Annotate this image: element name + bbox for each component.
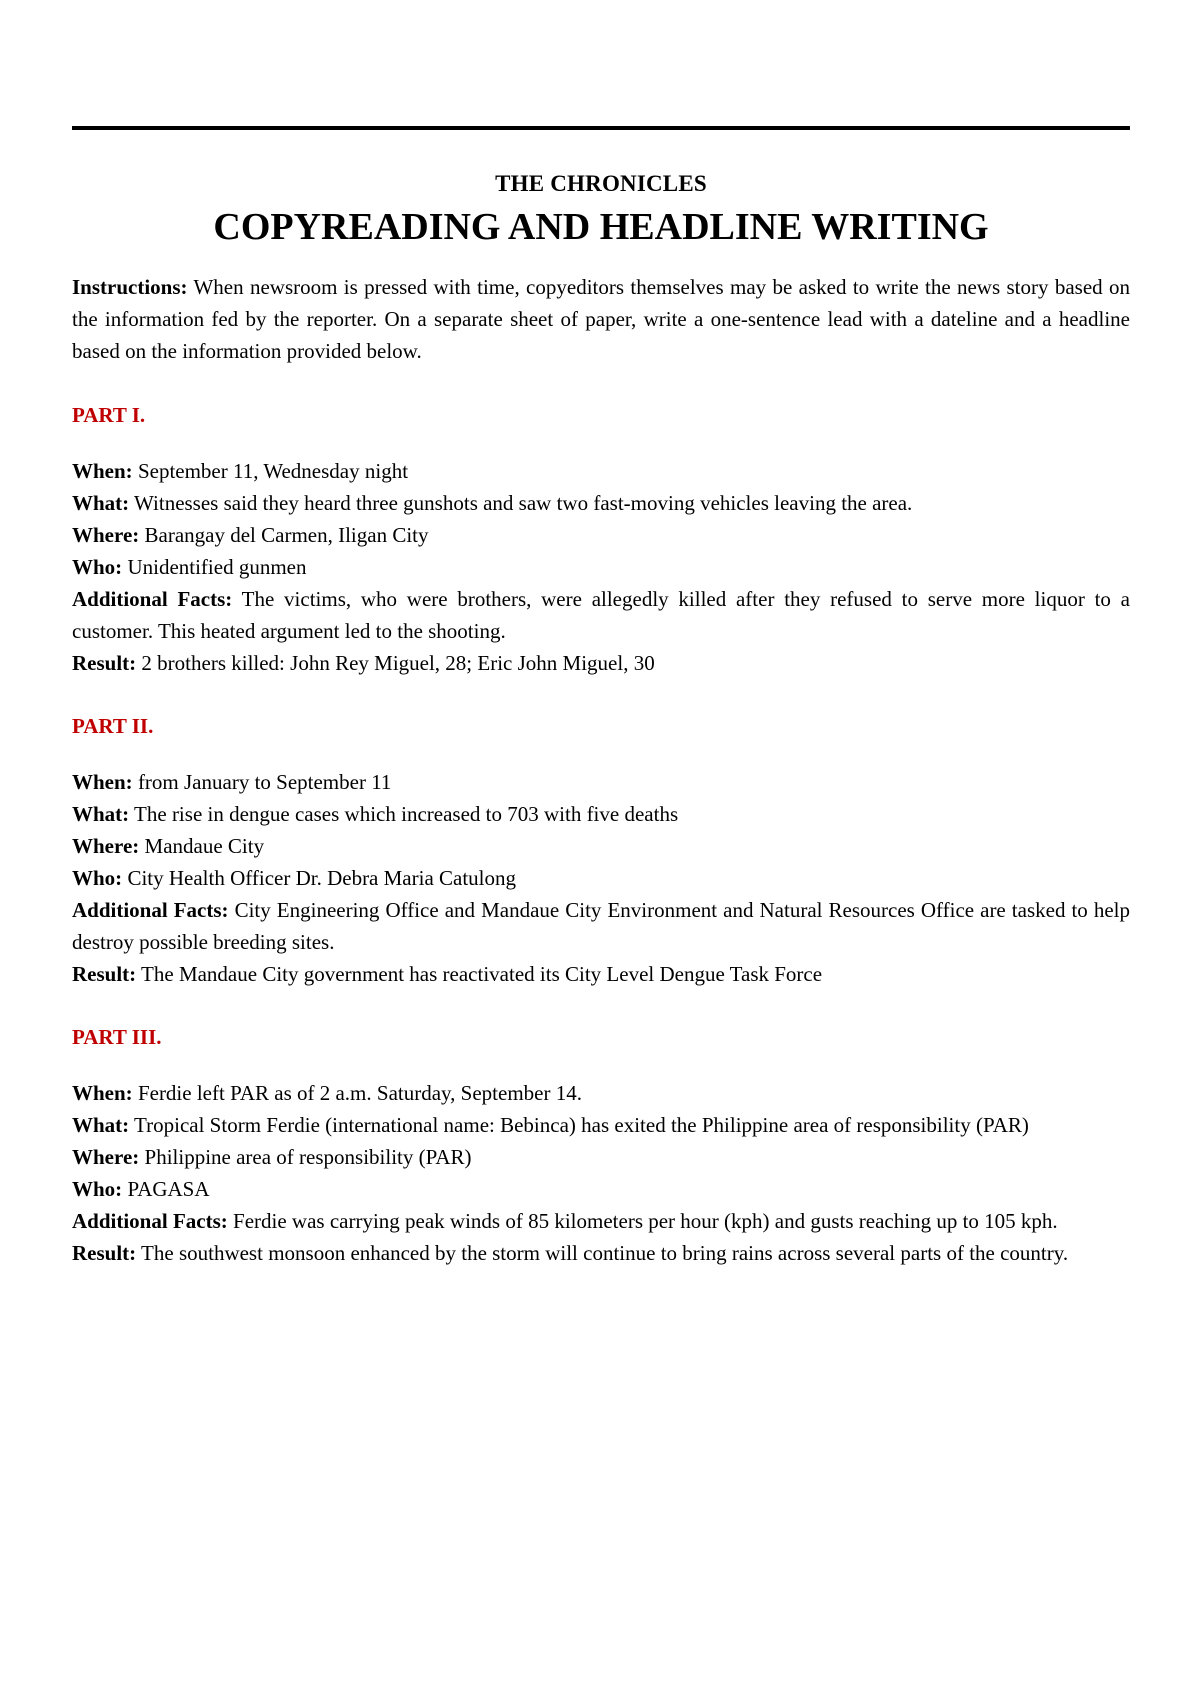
fact-label: Where: — [72, 1145, 140, 1169]
fact-label: Result: — [72, 651, 137, 675]
part-3-when — [72, 1077, 1130, 1109]
part-3-heading: PART III. — [72, 1025, 162, 1049]
part-1-when — [72, 455, 1130, 487]
fact-text: Witnesses said they heard three gunshots and saw two fast-moving vehicles leaving the area. — [129, 491, 913, 515]
fact-label: Who: — [72, 866, 123, 890]
part-3-who — [72, 1173, 1130, 1205]
fact-label: Additional Facts: — [72, 1209, 228, 1233]
fact-label: Where: — [72, 523, 140, 547]
part-3-where — [72, 1141, 1130, 1173]
part-1-where — [72, 519, 1130, 551]
fact-text: The southwest monsoon enhanced by the storm will continue to bring rains across several parts of the country. — [136, 1241, 1069, 1265]
fact-label: Who: — [72, 1177, 123, 1201]
document-page — [72, 126, 1130, 1269]
instructions-text: When newsroom is pressed with time, copyeditors themselves may be asked to write the news story based on the information fed by the reporter. On a separate sheet of paper, write a one-sentence lead with a dateline and a headline based on the information provided below. — [72, 275, 1130, 363]
part-1 — [72, 399, 1130, 679]
part-2-heading: PART II. — [72, 714, 154, 738]
fact-text: City Engineering Office and Mandaue City Environment and Natural Resources Office are tasked to help destroy possible breeding sites. — [72, 898, 1130, 954]
fact-label: Additional Facts: — [72, 898, 229, 922]
part-1-what — [72, 487, 1130, 519]
fact-label: Result: — [72, 1241, 137, 1265]
fact-text: Tropical Storm Ferdie (international name: Bebinca) has exited the Philippine area of responsibility (PAR) — [129, 1113, 1029, 1137]
page-title: COPYREADING AND HEADLINE WRITING — [213, 206, 989, 248]
fact-text: Mandaue City — [139, 834, 265, 858]
part-3 — [72, 1021, 1130, 1269]
fact-text: Barangay del Carmen, Iligan City — [139, 523, 429, 547]
fact-label: Additional Facts: — [72, 587, 233, 611]
part-3-what — [72, 1109, 1130, 1141]
masthead: THE CHRONICLES — [495, 171, 707, 196]
fact-label: What: — [72, 491, 130, 515]
fact-label: Where: — [72, 834, 140, 858]
part-2 — [72, 710, 1130, 990]
fact-text: The Mandaue City government has reactivated its City Level Dengue Task Force — [136, 962, 823, 986]
fact-text: 2 brothers killed: John Rey Miguel, 28; Eric John Miguel, 30 — [136, 651, 655, 675]
fact-text: Unidentified gunmen — [122, 555, 307, 579]
part-2-when — [72, 766, 1130, 798]
fact-label: What: — [72, 802, 130, 826]
part-2-what — [72, 798, 1130, 830]
top-rule — [72, 126, 1130, 130]
fact-text: from January to September 11 — [132, 770, 392, 794]
fact-text: September 11, Wednesday night — [132, 459, 409, 483]
fact-text: Ferdie left PAR as of 2 a.m. Saturday, September 14. — [132, 1081, 582, 1105]
part-1-who — [72, 551, 1130, 583]
fact-text: Philippine area of responsibility (PAR) — [139, 1145, 472, 1169]
part-2-additional-facts — [72, 894, 1130, 958]
fact-label: When: — [72, 770, 133, 794]
fact-text: Ferdie was carrying peak winds of 85 kilometers per hour (kph) and gusts reaching up to 105 kph. — [227, 1209, 1058, 1233]
fact-label: What: — [72, 1113, 130, 1137]
part-2-who — [72, 862, 1130, 894]
part-2-result — [72, 958, 1130, 990]
fact-text: City Health Officer Dr. Debra Maria Catulong — [122, 866, 517, 890]
fact-text: The victims, who were brothers, were allegedly killed after they refused to serve more liquor to a customer. This heated argument led to the shooting. — [72, 587, 1130, 643]
fact-label: Result: — [72, 962, 137, 986]
part-1-result — [72, 647, 1130, 679]
part-3-additional-facts — [72, 1205, 1130, 1237]
fact-text: PAGASA — [122, 1177, 210, 1201]
fact-label: Who: — [72, 555, 123, 579]
fact-label: When: — [72, 459, 133, 483]
part-3-result — [72, 1237, 1130, 1269]
instructions-label: Instructions: — [72, 275, 188, 299]
fact-label: When: — [72, 1081, 133, 1105]
fact-text: The rise in dengue cases which increased to 703 with five deaths — [129, 802, 679, 826]
instructions-paragraph — [72, 271, 1130, 367]
part-2-where — [72, 830, 1130, 862]
part-1-additional-facts — [72, 583, 1130, 647]
part-1-heading: PART I. — [72, 403, 146, 427]
